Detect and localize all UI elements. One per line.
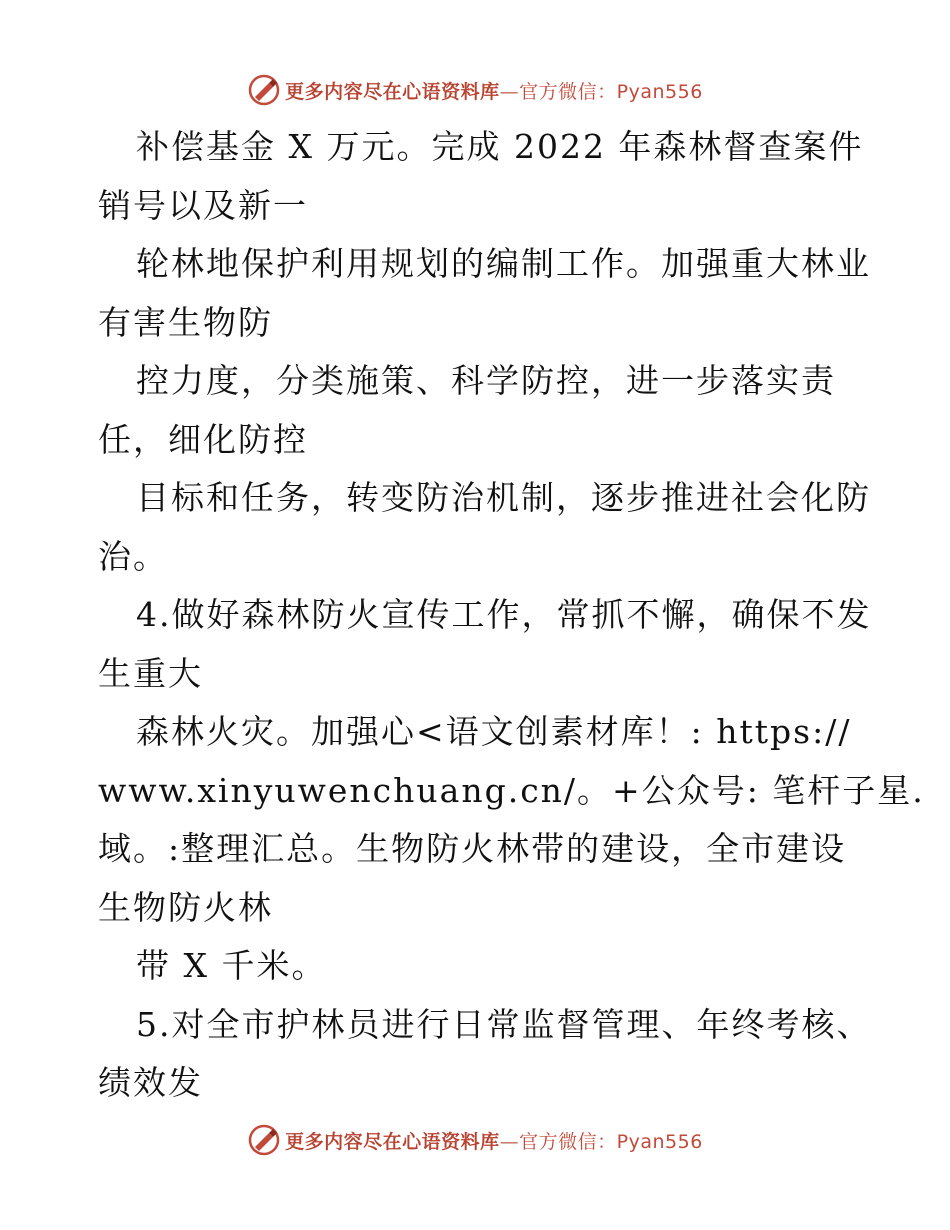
text-line: 绩效发 (98, 1063, 203, 1102)
pen-logo-icon (247, 73, 281, 107)
watermark-contact: 官方微信：Pyan556 (519, 80, 703, 103)
text-line: 5.对全市护林员进行日常监督管理、年终考核、 (136, 1004, 872, 1044)
text-line: 销号以及新一 (98, 185, 308, 225)
text-line: 生重大 (98, 653, 203, 693)
header-watermark (0, 70, 950, 110)
watermark-main: 更多内容尽在心语资料库 (285, 80, 500, 103)
watermark-text (285, 1127, 703, 1154)
text-line: 带 X 千米。 (136, 946, 327, 985)
text-line: 轮林地保护利用规划的编制工作。加强重大林业 (136, 244, 871, 283)
text-line: 域。:整理汇总。生物防火林带的建设，全市建设 (98, 829, 847, 868)
pen-logo-icon (247, 1123, 281, 1157)
document-body (98, 118, 925, 1113)
watermark-contact: 官方微信：Pyan556 (519, 1130, 703, 1153)
text-line: 目标和任务，转变防治机制，逐步推进社会化防 (136, 478, 871, 517)
text-line: 生物防火林 (98, 887, 273, 927)
watermark-separator: — (499, 80, 520, 103)
watermark-text (285, 77, 703, 104)
text-line: 任，细化防控 (98, 419, 308, 459)
watermark-main: 更多内容尽在心语资料库 (285, 1130, 500, 1153)
text-line: 治。 (98, 536, 168, 576)
text-line: www.xinyuwenchuang.cn/。+公众号: 笔杆子星. (98, 770, 925, 810)
watermark-separator: — (499, 1130, 520, 1153)
text-line: 补偿基金 X 万元。完成 2022 年森林督查案件 (136, 127, 864, 166)
text-line: 4.做好森林防火宣传工作，常抓不懈，确保不发 (136, 595, 872, 634)
text-line: 森林火灾。加强心<语文创素材库！: https:// (136, 712, 852, 751)
text-line: 有害生物防 (98, 302, 273, 342)
footer-watermark (0, 1120, 950, 1160)
text-line: 控力度，分类施策、科学防控，进一步落实责 (136, 361, 836, 400)
